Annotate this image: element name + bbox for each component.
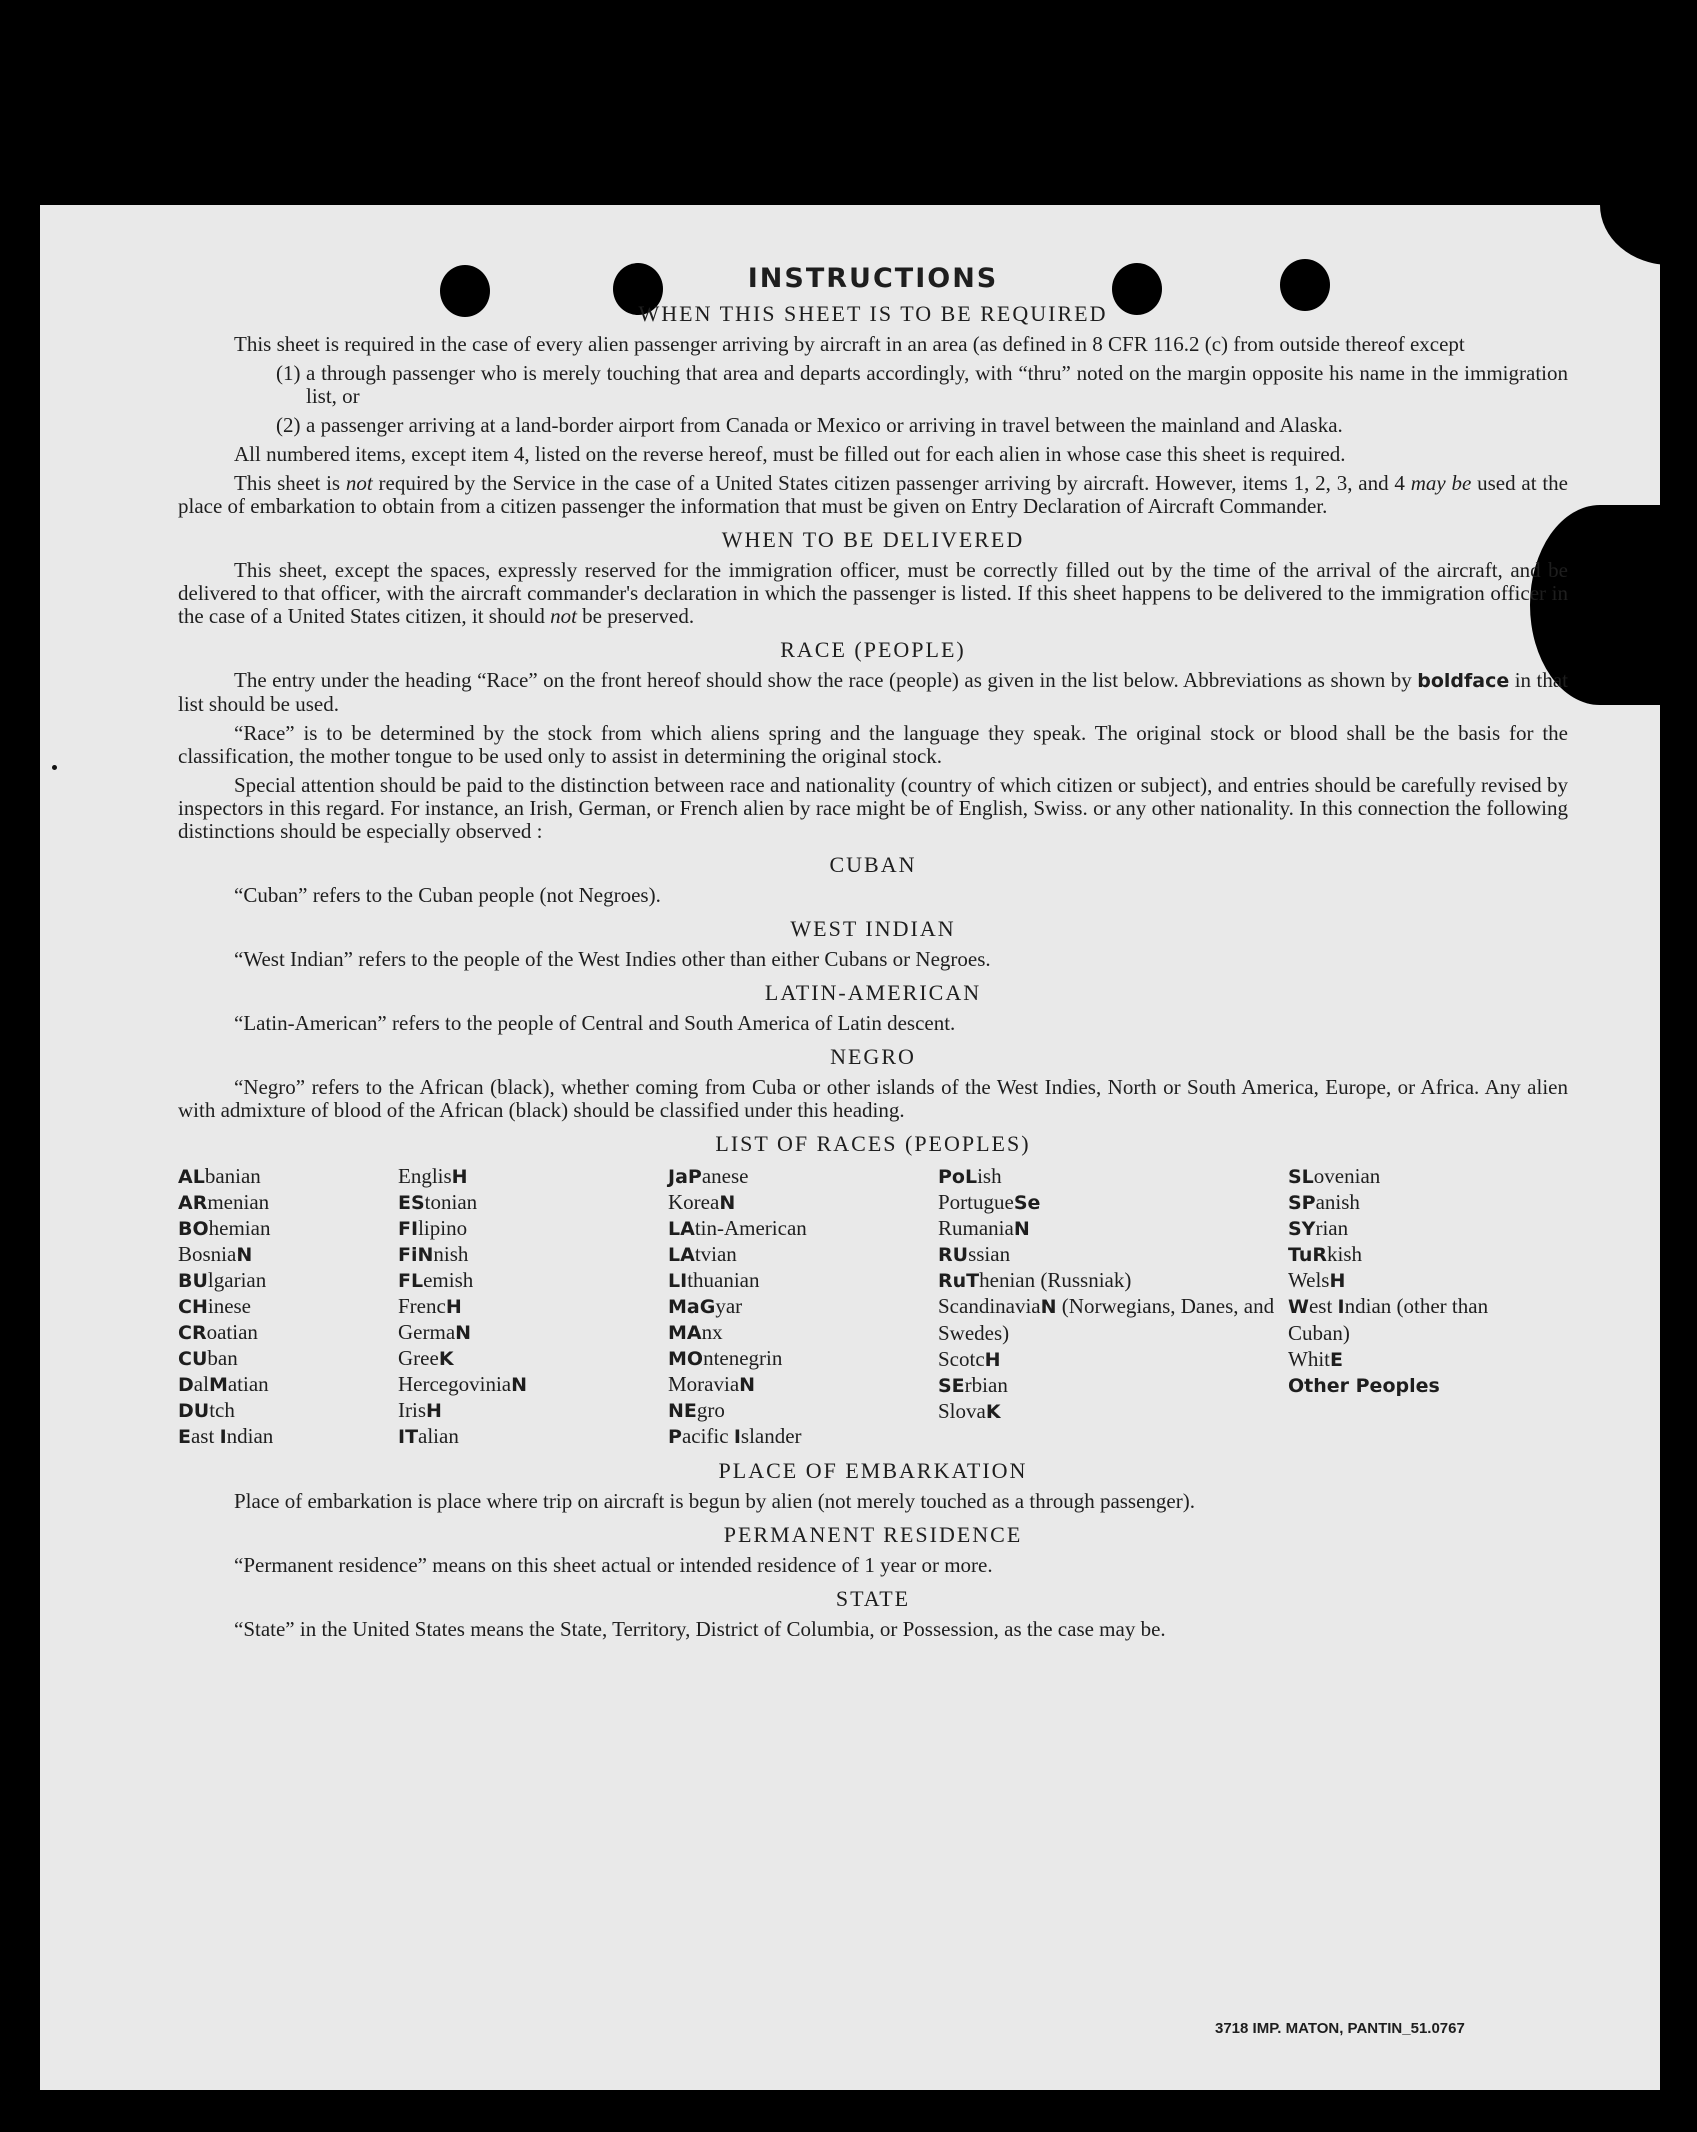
race-entry: DUtch [178,1398,235,1422]
race-entry: HercegoviniaN [398,1372,528,1396]
heading-state: STATE [835,1586,911,1611]
paragraph: “Permanent residence” means on this sheet actual or intended residence of 1 year or more. [234,1553,993,1577]
instructions-content [178,263,1569,1647]
race-entry: SlovaK [938,1399,1001,1423]
heading-west-indian: WEST INDIAN [790,916,956,941]
race-entry: RUssian [938,1242,1011,1266]
races-column [398,1163,668,1449]
race-entry: GermaN [398,1320,472,1344]
race-entry: ITalian [398,1424,459,1448]
race-entry: BOhemian [178,1216,271,1240]
paragraph: All numbered items, except item 4, listed on the reverse hereof, must be filled out for each alien in whose case this sheet is required. [234,442,1346,466]
race-entry: FIlipino [398,1216,468,1240]
race-entry: PortugueSe [938,1190,1041,1214]
race-entry: GreeK [398,1346,454,1370]
paragraph: “Negro” refers to the African (black), whether coming from Cuba or other islands of the West Indies, North or South America, Europe, or Africa. Any alien with admixture of blood of the African (black) should be classified under this heading. [178,1075,1568,1122]
race-entry: FLemish [398,1268,474,1292]
heading-place-of-embarkation: PLACE OF EMBARKATION [718,1458,1028,1483]
printer-imprint: 3718 IMP. MATON, PANTIN_51.0767 [1215,2020,1465,2037]
race-entry: NEgro [668,1398,725,1422]
paragraph: Place of embarkation is place where trip on aircraft is begun by alien (not merely touched as a through passenger). [234,1489,1195,1513]
race-entry: RuThenian (Russniak) [938,1268,1132,1292]
race-entry: PoLish [938,1164,1002,1188]
race-entry: BosniaN [178,1242,253,1266]
race-entry: FiNnish [398,1242,469,1266]
race-entry: MOntenegrin [668,1346,783,1370]
paragraph: “Latin-American” refers to the people of Central and South America of Latin descent. [234,1011,956,1035]
heading-when-required: WHEN THIS SHEET IS TO BE REQUIRED [638,301,1108,326]
heading-cuban: CUBAN [829,852,917,877]
heading-when-delivered: WHEN TO BE DELIVERED [721,527,1025,552]
paragraph: This sheet is required in the case of every alien passenger arriving by aircraft in an area (as defined in 8 CFR 116.2 (c) from outside thereof except [234,332,1465,356]
race-entry: JaPanese [668,1164,749,1188]
race-entry: RumaniaN [938,1216,1030,1240]
race-entry: EStonian [398,1190,478,1214]
race-entry: LAtin-American [668,1216,807,1240]
paper-tear [1600,205,1670,265]
race-entry: ScandinaviaN (Norwegians, Danes, and Swedes) [938,1294,1275,1345]
heading-permanent-residence: PERMANENT RESIDENCE [723,1522,1023,1547]
race-entry: WhitE [1288,1347,1343,1371]
race-entry: CRoatian [178,1320,258,1344]
race-entry: ARmenian [178,1190,270,1214]
race-entry: LAtvian [668,1242,737,1266]
race-entry: KoreaN [668,1190,736,1214]
races-column [1288,1163,1548,1449]
race-entry: Pacific Islander [668,1424,802,1448]
paragraph: “Cuban” refers to the Cuban people (not Negroes). [234,883,661,907]
race-entry: ScotcH [938,1347,1001,1371]
heading-race: RACE (PEOPLE) [780,637,966,662]
races-column [178,1163,398,1449]
race-entry: FrencH [398,1294,462,1318]
race-entry: DalMatian [178,1372,269,1396]
heading-negro: NEGRO [830,1044,916,1069]
race-entry: SYrian [1288,1216,1349,1240]
race-entry: WelsH [1288,1268,1346,1292]
paragraph: This sheet is not required by the Service in the case of a United States citizen passenger arriving by aircraft. However, items 1, 2, 3, and 4 may be used at the place of embarkation to obtain from a citizen passenger the information that must be given on Entry Declaration of Aircraft Commander. [178,471,1568,518]
heading-latin-american: LATIN-AMERICAN [764,980,982,1005]
race-entry: MAnx [668,1320,723,1344]
race-entry: MoraviaN [668,1372,756,1396]
paragraph: This sheet, except the spaces, expressly reserved for the immigration officer, must be correctly filled out by the time of the arrival of the aircraft, and be delivered to that officer, with the aircraft commander's declaration in which the passenger is listed. If this sheet happens to be delivered to the immigration officer in the case of a United States citizen, it should not be preserved. [178,558,1568,628]
race-entry: Other Peoples [1288,1375,1440,1397]
paragraph: “Race” is to be determined by the stock from which aliens spring and the language they speak. The original stock or blood shall be the basis for the classification, the mother tongue to be used only to assist in determining the original stock. [178,721,1568,768]
paragraph: The entry under the heading “Race” on the front hereof should show the race (people) as given in the list below. Abbreviations as shown by boldface in that list should be used. [178,668,1569,716]
race-entry: MaGyar [668,1294,743,1318]
race-entry: IrisH [398,1398,442,1422]
race-entry: West Indian (other than Cuban) [1288,1294,1489,1345]
race-entry: CUban [178,1346,238,1370]
race-entry: SErbian [938,1373,1008,1397]
race-entry: SPanish [1288,1190,1360,1214]
page-title: INSTRUCTIONS [747,263,999,294]
race-entry: TuRkish [1288,1242,1363,1266]
paragraph: Special attention should be paid to the distinction between race and nationality (country of which citizen or subject), and entries should be carefully revised by inspectors in this regard. For instance, an Irish, German, or French alien by race might be of English, Swiss. or any other nationality. In this connection the following distinctions should be especially observed : [178,773,1568,843]
paragraph: “State” in the United States means the State, Territory, District of Columbia, or Possession, as the case may be. [234,1617,1166,1641]
races-list [178,1163,1568,1449]
list-item: (1) a through passenger who is merely touching that area and departs accordingly, with “thru” noted on the margin opposite his name in the immigration list, or [276,361,1568,408]
paragraph: “West Indian” refers to the people of the West Indies other than either Cubans or Negroes. [234,947,991,971]
race-entry: BUlgarian [178,1268,267,1292]
race-entry: CHinese [178,1294,252,1318]
race-entry: EnglisH [398,1164,468,1188]
list-item: (2) a passenger arriving at a land-border airport from Canada or Mexico or arriving in travel between the mainland and Alaska. [276,413,1343,437]
heading-list-of-races: LIST OF RACES (PEOPLES) [715,1131,1031,1156]
race-entry: LIthuanian [668,1268,760,1292]
speck [52,765,57,770]
races-column [668,1163,938,1449]
race-entry: SLovenian [1288,1164,1381,1188]
document-sheet [40,205,1660,2090]
race-entry: East Indian [178,1424,274,1448]
race-entry: ALbanian [178,1164,261,1188]
races-column [938,1163,1288,1449]
